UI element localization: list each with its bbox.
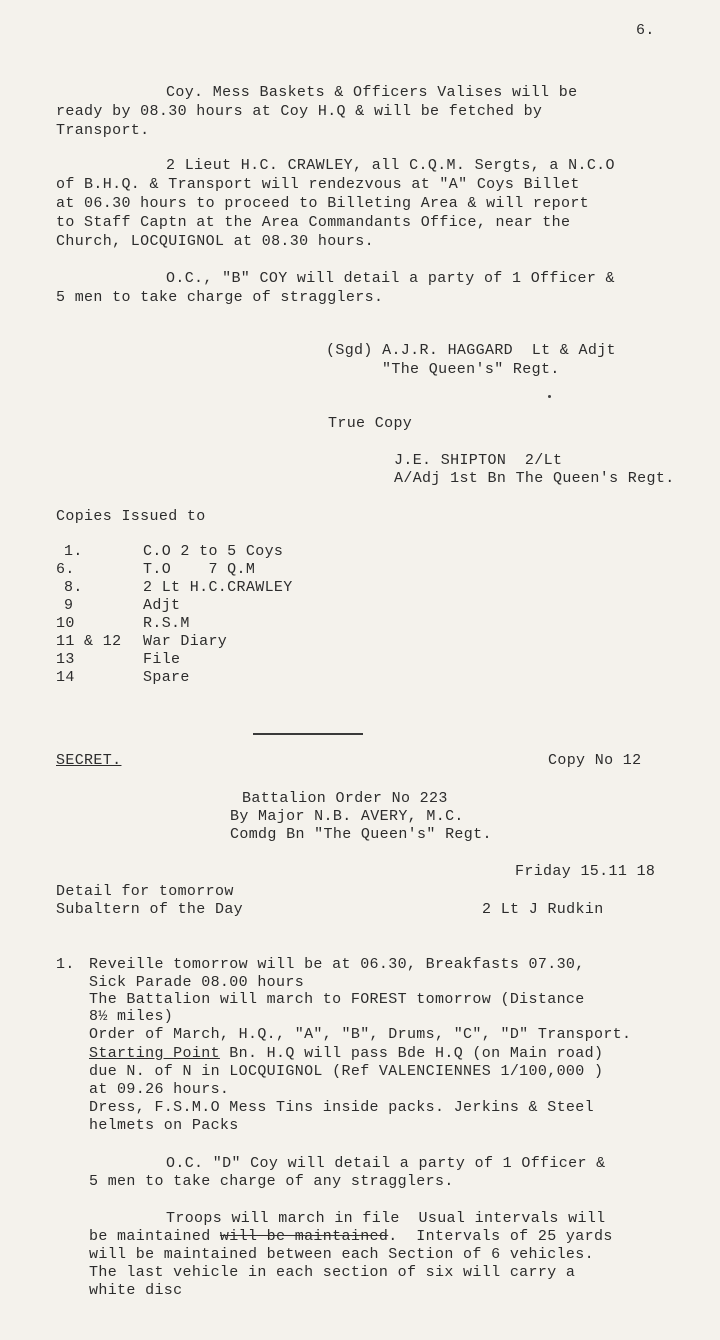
copy-row-text: File: [143, 651, 181, 668]
true-copy-appointment: A/Adj 1st Bn The Queen's Regt.: [394, 470, 675, 487]
subaltern-label: Subaltern of the Day: [56, 901, 244, 918]
copy-row-text: Spare: [143, 669, 190, 686]
struck-text: will be maintained: [219, 1228, 389, 1245]
order-comdg: Comdg Bn "The Queen's" Regt.: [230, 826, 492, 843]
troops-line: Troops will march in file Usual intervals will: [166, 1210, 606, 1227]
copy-row-num: 14: [56, 669, 75, 686]
troops-text: . Intervals of 25 yards: [388, 1228, 613, 1245]
copy-row-num: 6.: [56, 561, 75, 578]
secret-heading: SECRET.: [56, 752, 122, 769]
troops-line: The last vehicle in each section of six will carry a: [89, 1264, 576, 1281]
copy-row-text: T.O 7 Q.M: [143, 561, 256, 578]
copy-row-text: Adjt: [143, 597, 181, 614]
item1-line: [89, 1045, 603, 1063]
starting-point-label: Starting Point: [89, 1045, 220, 1062]
copy-row-num: 1.: [64, 543, 83, 560]
para2-line: Church, LOCQUIGNOL at 08.30 hours.: [56, 233, 374, 250]
copy-row-num: 8.: [64, 579, 83, 596]
copy-row-num: 13: [56, 651, 75, 668]
troops-line: will be maintained between each Section of 6 vehicles.: [89, 1246, 594, 1263]
para2-line: 2 Lieut H.C. CRAWLEY, all C.Q.M. Sergts, a N.C.O: [166, 157, 615, 174]
item1-line: Order of March, H.Q., "A", "B", Drums, "C", "D" Transport.: [89, 1026, 632, 1043]
para2-line: of B.H.Q. & Transport will rendezvous at "A" Coys Billet: [56, 176, 580, 193]
copy-row-num: 10: [56, 615, 75, 632]
troops-line: [89, 1228, 613, 1246]
order-by: By Major N.B. AVERY, M.C.: [230, 808, 464, 825]
para3-line: 5 men to take charge of stragglers.: [56, 289, 384, 306]
copy-number: Copy No 12: [548, 752, 642, 769]
copy-row-text: C.O 2 to 5 Coys: [143, 543, 284, 560]
starting-point-text: Bn. H.Q will pass Bde H.Q (on Main road): [229, 1045, 604, 1062]
true-copy-name: J.E. SHIPTON 2/Lt: [394, 452, 563, 469]
troops-line: white disc: [89, 1282, 183, 1299]
copies-heading: Copies Issued to: [56, 508, 206, 525]
item1-line: due N. of N in LOCQUIGNOL (Ref VALENCIENNES 1/100,000 ): [89, 1063, 604, 1080]
item1-line: Dress, F.S.M.O Mess Tins inside packs. Jerkins & Steel: [89, 1099, 594, 1116]
ink-speck: [548, 395, 551, 398]
detail-label: Detail for tomorrow: [56, 883, 234, 900]
item1-line: at 09.26 hours.: [89, 1081, 230, 1098]
para2-line: at 06.30 hours to proceed to Billeting Area & will report: [56, 195, 590, 212]
item1-line: The Battalion will march to FOREST tomorrow (Distance: [89, 991, 585, 1008]
item1-line: Sick Parade 08.00 hours: [89, 974, 305, 991]
section-divider: [253, 733, 363, 735]
page-number: 6.: [636, 22, 655, 39]
true-copy-label: True Copy: [328, 415, 413, 432]
item1-line: Reveille tomorrow will be at 06.30, Breakfasts 07.30,: [89, 956, 585, 973]
para1-line: Transport.: [56, 122, 150, 139]
copy-row-text: 2 Lt H.C.CRAWLEY: [143, 579, 293, 596]
para2-line: to Staff Captn at the Area Commandants Office, near the: [56, 214, 571, 231]
subaltern-name: 2 Lt J Rudkin: [482, 901, 604, 918]
copy-row-text: R.S.M: [143, 615, 190, 632]
signature-line: (Sgd) A.J.R. HAGGARD Lt & Adjt: [326, 342, 616, 359]
para3-line: O.C., "B" COY will detail a party of 1 Officer &: [166, 270, 615, 287]
para1-line: Coy. Mess Baskets & Officers Valises will be: [166, 84, 578, 101]
para1-line: ready by 08.30 hours at Coy H.Q & will be fetched by: [56, 103, 543, 120]
copy-row-num: 11 & 12: [56, 633, 122, 650]
copy-row-num: 9: [64, 597, 74, 614]
item-number: 1.: [56, 956, 75, 973]
para-d-line: 5 men to take charge of any stragglers.: [89, 1173, 454, 1190]
copy-row-text: War Diary: [143, 633, 228, 650]
troops-text: be maintained: [89, 1228, 220, 1245]
order-date: Friday 15.11 18: [515, 863, 656, 880]
item1-line: helmets on Packs: [89, 1117, 239, 1134]
para-d-line: O.C. "D" Coy will detail a party of 1 Officer &: [166, 1155, 606, 1172]
order-title: Battalion Order No 223: [242, 790, 448, 807]
item1-line: 8½ miles): [89, 1008, 174, 1025]
signature-regiment: "The Queen's" Regt.: [382, 361, 560, 378]
